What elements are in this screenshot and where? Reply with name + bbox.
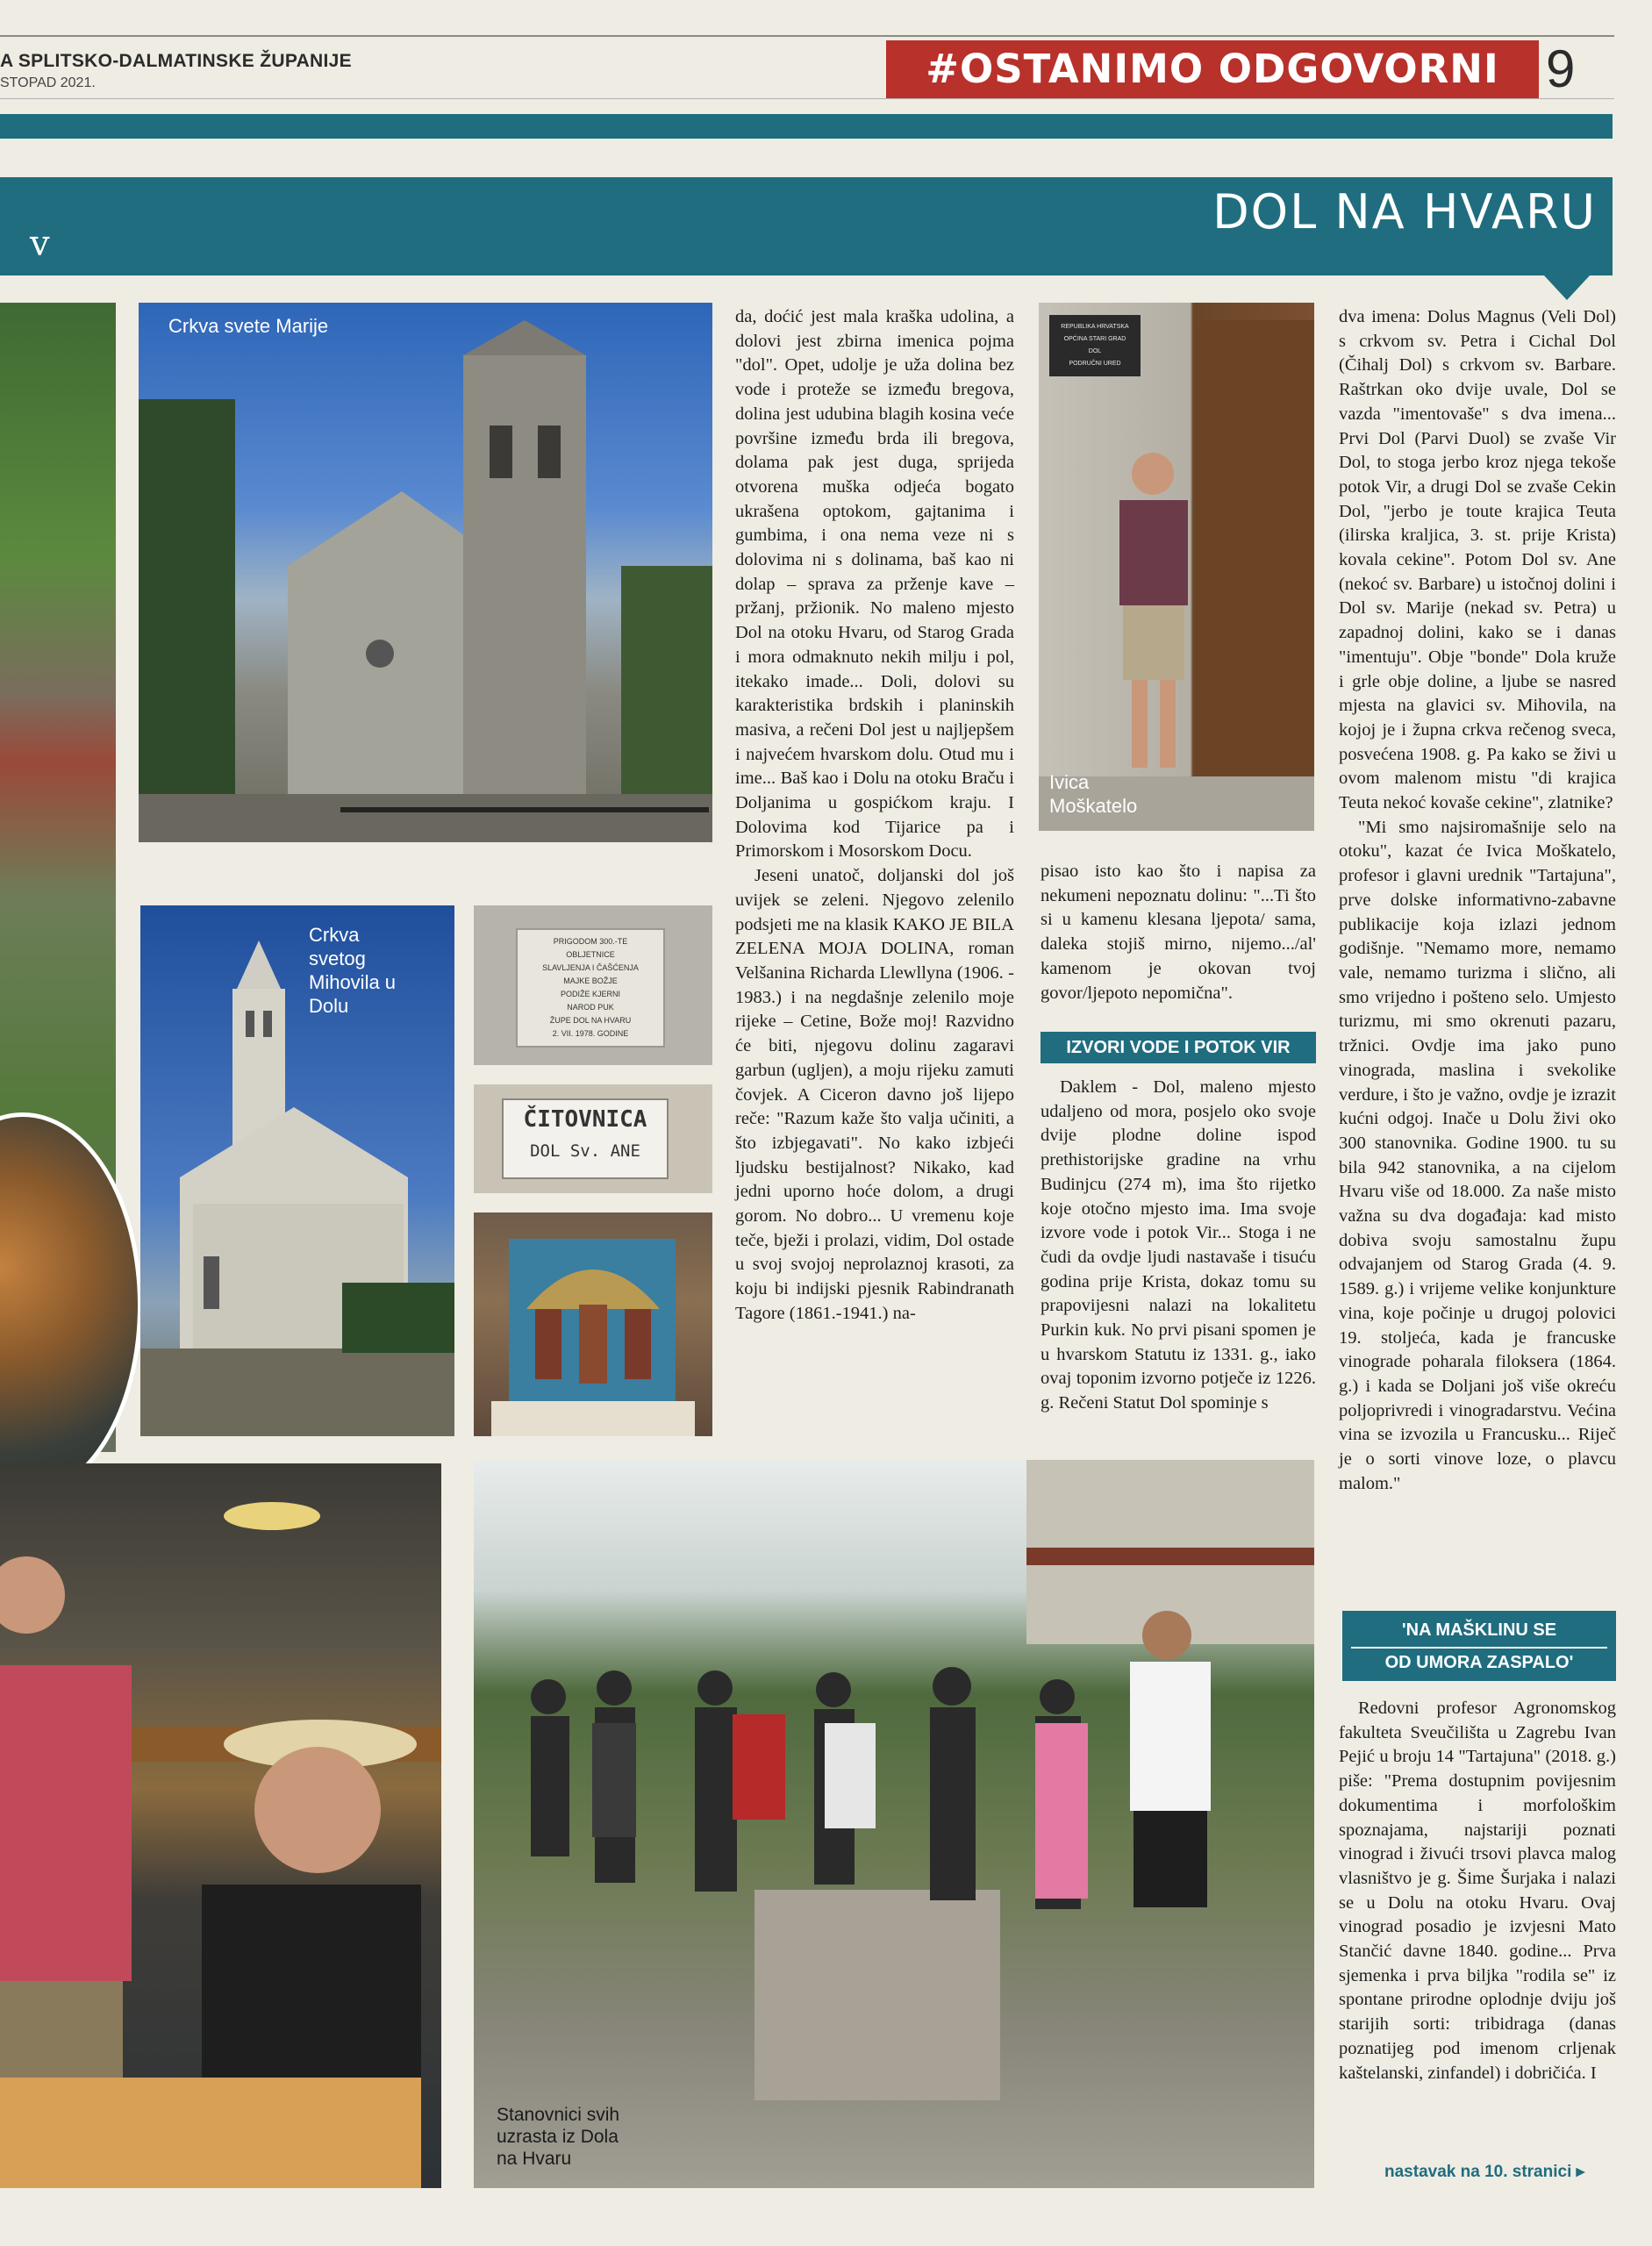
- plaque-line: PRIGODOM 300.-TE: [553, 937, 628, 946]
- plaque-line: ŽUPE DOL NA HVARU: [549, 1016, 632, 1025]
- altar-photo: [474, 1212, 712, 1436]
- continuation-link[interactable]: [1384, 2162, 1584, 2182]
- article-paragraph: Redovni profesor Agronomskog fakulteta Sveučilišta u Zagrebu Ivan Pejić u broju 14 "Tartajuna" (2018. g.) piše: "Prema dostupnim povijesnim dokumentima i morfološkim spoznajama, najstariji poznati vinograd i živući trsovi plavca malog vlasništvo je g. Šime Šurjaka i nalazi se u Dolu na otoku Hvaru. Ovaj vinograd posadio je izvjesni Mato Stančić davne 1840. godine... Prva sjemenka i prva biljka "rodila se" iz spontane prirodne oplodnje dviju još starijih sorti: tribidraga (danas poznatijeg pod imenom crljenak kaštelanski, zinfandel) i dobričića. I: [1339, 1699, 1616, 2083]
- article-paragraph: Jeseni unatoč, doljanski dol još uvijek se zeleni. Njegovo zelenilo podsjeti me na klasik KAKO JE BILA ZELENA MOJA DOLINA, roman Velšanina Richarda Llewllyna (1906. - 1983.) i na negdašnje zelenilo moje rijeke – Cetine, Bože moj! Razvidno će biti, njegovu dolinu zagaravi garbun (ugljen), a moju rijeku zamuti čovjek. A Ciceron davno još lijepo reče: "Razum kaže što valja učiniti, a što izbjegavati". No kako izbjeći ljudsku bestijalnost? Nikako, kad jedni uporno hoće dolom, a drugi gorom. No dobro... U vremenu koje teče, bježi i prolazi, vidim, Dol ostade u svoj svojoj neprolaznoj krasoti, za koju bi indijski pjesnik Rabindranath Tagore (1861.-1941.) na-: [735, 866, 1014, 1323]
- article-paragraph: Daklem - Dol, maleno mjesto udaljeno od mora, posjelo oko svoje dvije plodne doline ispod prethistorijske gradine na vrhu Budinjcu (274 m), ima što rijetko koje otočno mjesto ima. Ima svoje izvore vode i potok Vir... Stoga i ne čudi da ovdje ljudi nastavaše i tisuću godina prije Krista, dokaz tomu su prapovijesni nalazi na lokalitetu Purkin kuk. No prvi pisani spomen je u hvarskom Statutu iz 1331. g., iako ovaj toponim izvorno potječe iz 1226. g. Rečeni Statut Dol spominje s: [1041, 1077, 1316, 1413]
- bar-interior-photo: [0, 1463, 441, 2188]
- plaque-stone: [516, 928, 665, 1048]
- article-column-3-bottom: [1339, 1697, 1616, 2085]
- article-column-2-bottom: [1041, 1076, 1316, 1416]
- sign-line: DOL: [1088, 348, 1102, 354]
- section-title: DOL NA HVARU: [1212, 184, 1597, 240]
- subhead-line: OD UMORA ZASPALO': [1351, 1647, 1607, 1677]
- caption-residents: Stanovnici svih uzrasta iz Dola na Hvaru: [497, 2105, 620, 2169]
- memorial-plaque-photo: [474, 905, 712, 1065]
- church-marija-drawing: [139, 303, 712, 842]
- ivica-portrait-photo: [1039, 303, 1314, 831]
- arrow-right-icon: ▸: [1576, 2163, 1585, 2181]
- subhead-line: 'NA MAŠKLINU SE: [1401, 1620, 1557, 1640]
- caption-ivica: Ivica Moškatelo: [1049, 771, 1138, 817]
- decorative-mark-icon: ⅴ: [30, 224, 50, 263]
- citovnica-sign-photo: [474, 1084, 712, 1193]
- publication-name: A SPLITSKO-DALMATINSKE ŽUPANIJE: [0, 51, 352, 71]
- article-column-3: [1339, 305, 1616, 1496]
- article-paragraph: da, doćić jest mala kraška udolina, a dolovi jest zbirna imenica pojma "dol". Opet, udolje je uža dolina bez vode i proteže se između bregova, dolina jest udubina blagih kosina veće površine između brda ili bregova, dolama pak jest duga, sprijeda otvorena muška odjeća bogato ukrašena optokom, gajtanima i gumbima, i ona nema veze ni s dolovima ni s dolinama, baš kao ni dolap – sprava za prženje kave – pržanj, pržionik. No maleno mjesto Dol na otoku Hvaru, od Starog Grada i mora odmaknuto nekih milju i pol, itekako imade... Doli, dolovi su karakteristika brdskih i planinskih masiva, a rečeni Dol jest u najljepšem i najvećem hvarskom dolu. Otud mu i ime... Baš kao i Dolu na otoku Braču i Doljanima u gospićkom kraju. I Dolovima kod Tijarice pa i Primorskom i Mosorskom Docu.: [735, 307, 1014, 862]
- residents-group-photo: [474, 1460, 1314, 2188]
- plaque-line: MAJKE BOŽJE: [563, 976, 618, 985]
- subhead-masklinu: [1342, 1611, 1616, 1681]
- church-mihovil-drawing: [140, 905, 454, 1436]
- citovnica-subtitle: DOL Sv. ANE: [530, 1141, 640, 1161]
- church-marija-photo: [139, 303, 712, 842]
- church-mihovil-photo: [140, 905, 454, 1436]
- plaque-line: SLAVLJENJA I ČAŠĆENJA: [542, 963, 639, 972]
- food-plate-photo: [0, 1112, 142, 1499]
- citovnica-board: [502, 1098, 669, 1179]
- altar-drawing: [474, 1212, 712, 1436]
- plaque-line: NAROD PUK: [567, 1003, 614, 1012]
- article-paragraph: "Mi smo najsiromašnije selo na otoku", kazat će Ivica Moškatelo, profesor i glavni urednik "Tartajuna", prve dolske informativno-zabavne publikacije koja izlazi jednom godišnje. "Nemamo more, nemamo vale, nemamo turizma i slično, ali smo vrijedno i pošteno selo. Umjesto turizmu, mi smo okrenuti pazaru, tržnici. Ovdje ima jako puno vinograda, maslina i svekolike verdure, i što je važno, ovdje je izrazit kućni odgoj. Inače u Dolu živi oko 300 stanovnika. Godine 1900. tu su bila 942 stanovnika, a na cijelom Hvaru više od 18.000. Za naše misto važna su dva događaja: kad misto dobiva svoju samostalnu župu odvajanjem od Starog Grada (4. 9. 1589. g.) i vrijeme velike konjunkture vina, koje počinje u drugoj polovici 19. stoljeća, kada je francuske vinograde poharala filoksera (1864. g.) i kada se Doljani još više okreću poljoprivredi i vinogradarstvu. Većina vina se izvozila u Francusku... Riječ je o sorti vinove loze, o plavcu malom.": [1339, 817, 1616, 1493]
- caption-church-marija: Crkva svete Marije: [168, 315, 329, 337]
- sign-line: OPĆINA STARI GRAD: [1063, 336, 1126, 342]
- article-paragraph: pisao isto kao što i napisa za nekumeni nepoznatu dolinu: "...Ti što si u kamenu klesana ljepota/ sama, daleka stojiš mirno, nijemo.../al' kamenom je okovan tvoj govor/ljepoto nepomična".: [1041, 862, 1316, 1003]
- sign-line: PODRUČNI URED: [1069, 361, 1121, 367]
- issue-date: STOPAD 2021.: [0, 75, 96, 90]
- article-column-1: [735, 305, 1014, 1327]
- campaign-tag: #OSTANIMO ODGOVORNI: [886, 40, 1539, 98]
- ivica-drawing: [1039, 303, 1314, 831]
- subhead-izvori: IZVORI VODE I POTOK VIR: [1041, 1032, 1316, 1063]
- group-drawing: [474, 1460, 1314, 2188]
- caption-church-mihovil: Crkva svetog Mihovila u Dolu: [309, 924, 397, 1017]
- sign-line: REPUBLIKA HRVATSKA: [1061, 324, 1129, 330]
- teal-band: [0, 114, 1613, 139]
- continuation-text: nastavak na 10. stranici: [1384, 2163, 1572, 2181]
- plaque-line: PODIŽE KJERNI: [560, 990, 620, 998]
- municipal-sign: [1053, 318, 1137, 374]
- plaque-line: OBLJETNICE: [566, 950, 615, 959]
- section-notch: [1544, 275, 1590, 300]
- plaque-line: 2. VII. 1978. GODINE: [552, 1029, 629, 1038]
- article-paragraph: dva imena: Dolus Magnus (Veli Dol) s crkvom sv. Petra i Cichal Dol (Čihalj Dol) s crkvom sv. Barbare. Raštrkan oko dvije uvale, Dol se vazda "imentovaše" s dva imena... Prvi Dol (Parvi Duol) se zvaše Vir Dol, to stoga jerbo kroz njega tekoše potok Vir, a drugi Dol se zvaše Cekin Dol, "jerbo je toute krajica Teuta (ilirska kraljica, 3. st. prije Krista) kovala cekine". Potom Dol sv. Ane (nekoć sv. Barbare) u istočnoj dolini i Dol sv. Marije (nekad sv. Petra) u zapadnoj dolini, kako se i danas "imentuju". Obje "bonde" Dola kruže i grle obje doline, a ljube se nasred mjesta na glavici sv. Mihovila, na kojoj je i župna crkva rečenog sveca, posvećena 1908. g. Pa kako se živi u ovom malenom mistu "di krajica Teuta nekoć kovaše cekine", zlatnike?: [1339, 307, 1616, 813]
- header-rule-2: [0, 98, 1614, 99]
- header-rule: [0, 35, 1614, 37]
- page-number: 9: [1546, 39, 1576, 98]
- bar-drawing: [0, 1463, 441, 2188]
- article-column-2-top: [1041, 860, 1316, 1005]
- citovnica-title: ČITOVNICA: [523, 1106, 647, 1133]
